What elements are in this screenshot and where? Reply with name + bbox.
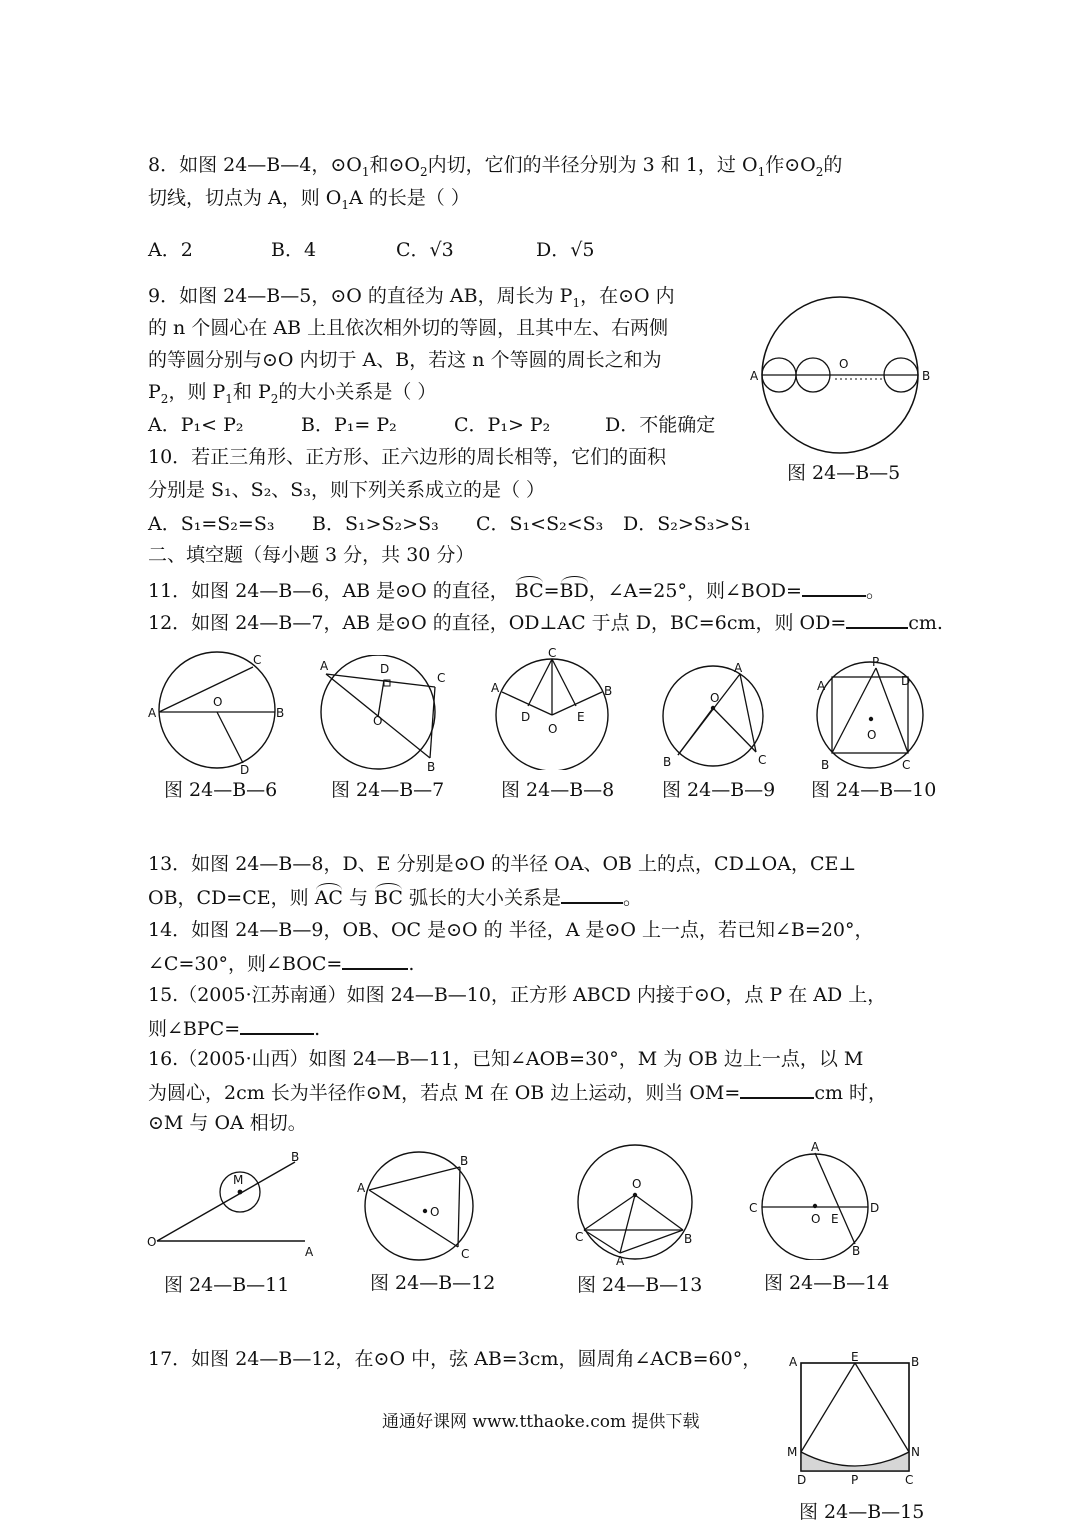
svg-text:D: D [797,1473,807,1487]
q13-line2: OB，CD=CE，则 AC 与 BC 弧长的大小关系是 。 [148,884,642,910]
q12-line: 12．如图 24—B—7，AB 是⊙O 的直径，OD⊥AC 于点 D，BC=6cm，则 OD= cm. [148,609,943,635]
q8-option-d: D．√5 [536,239,595,261]
caption-24-b-6: 图 24—B—6 [164,779,278,801]
q10-option-a: A．S₁=S₂=S₃ [148,513,275,535]
q8-option-b: B．4 [271,239,317,261]
figure-24-b-11 [145,1148,320,1263]
svg-text:P: P [872,655,880,669]
svg-text:A: A [320,659,329,673]
svg-text:C: C [902,758,911,772]
svg-text:O: O [632,1177,642,1191]
svg-text:C: C [905,1473,914,1487]
svg-text:C: C [749,1201,758,1215]
svg-text:B: B [460,1154,469,1168]
svg-text:B: B [427,760,436,774]
q15-line2: 则∠BPC= . [148,1015,320,1041]
svg-text:M: M [233,1173,244,1187]
svg-text:O: O [430,1205,440,1219]
svg-text:A: A [491,681,500,695]
q10-line2: 分别是 S₁、S₂、S₃，则下列关系成立的是（ ） [148,479,545,501]
footer-credit: 通通好课网 www.tthaoke.com 提供下载 [382,1412,700,1432]
q9-option-b: B．P₁= P₂ [301,414,397,436]
svg-text:C: C [437,671,446,685]
figure-24-b-12 [355,1150,490,1265]
caption-24-b-15: 图 24—B—15 [799,1501,925,1523]
q8-option-c: C．√3 [396,239,454,261]
figure-24-b-6 [145,650,295,775]
q9-option-d: D．不能确定 [605,414,716,436]
svg-text:B: B [604,684,613,698]
svg-text:B: B [852,1244,861,1258]
q10-option-c: C．S₁<S₂<S₃ [476,513,604,535]
svg-text:A: A [811,1140,820,1154]
q10-option-b: B．S₁>S₂>S₃ [312,513,439,535]
svg-text:D: D [870,1201,880,1215]
caption-24-b-5: 图 24—B—5 [787,462,901,484]
q14-line2: ∠C=30°，则∠BOC= . [148,950,414,976]
caption-24-b-10: 图 24—B—10 [811,779,937,801]
q9-line2: 的 n 个圆心在 AB 上且依次相外切的等圆，且其中左、右两侧 [148,317,669,339]
figure-24-b-8 [488,645,618,770]
caption-24-b-14: 图 24—B—14 [764,1272,890,1294]
svg-text:O: O [548,722,558,736]
q17-line1: 17．如图 24—B—12，在⊙O 中，弦 AB=3cm，圆周角∠ACB=60°， [148,1348,762,1370]
svg-text:A: A [750,369,759,383]
svg-text:D: D [380,662,390,676]
caption-24-b-11: 图 24—B—11 [164,1274,290,1296]
q16-line2: 为圆心，2cm 长为半径作⊙M，若点 M 在 OB 边上运动，则当 OM= cm 时， [148,1079,887,1105]
q10-options [148,512,751,536]
svg-text:A: A [616,1254,625,1265]
q13-line1: 13．如图 24—B—8，D、E 分别是⊙O 的半径 OA、OB 上的点，CD⊥OA，CE⊥ [148,853,857,875]
caption-24-b-7: 图 24—B—7 [331,779,445,801]
svg-text:N: N [911,1445,920,1459]
svg-text:E: E [851,1350,859,1364]
q8-line2: 切线，切点为 A，则 $O_1A$ 的长是（ ） [148,187,470,212]
caption-24-b-9: 图 24—B—9 [662,779,776,801]
q9-option-c: C．P₁> P₂ [454,414,551,436]
figure-24-b-5 [745,295,945,465]
svg-text:O: O [839,357,849,371]
q10-line1: 10．若正三角形、正方形、正六边形的周长相等，它们的面积 [148,446,667,468]
svg-text:E: E [831,1212,839,1226]
svg-text:B: B [684,1232,693,1246]
svg-text:C: C [253,653,262,667]
q16-line1: 16.（2005·山西）如图 24—B—11，已知∠AOB=30°，M 为 OB 边上一点，以 M [148,1048,864,1070]
q9-line4: $P_2$，则 $P_1$和 $P_2$的大小关系是（ ） [148,381,437,406]
svg-text:O: O [373,714,383,728]
svg-text:A: A [148,706,157,720]
svg-text:M: M [787,1445,798,1459]
svg-text:A: A [817,679,826,693]
caption-24-b-12: 图 24—B—12 [370,1272,496,1294]
q11-line: 11．如图 24—B—6，AB 是⊙O 的直径， BC=BD，∠A=25°，则∠BOD= 。 [148,577,885,603]
svg-text:O: O [213,695,223,709]
figure-24-b-13 [570,1140,705,1265]
svg-text:A: A [789,1355,798,1369]
q9-line3: 的等圆分别与⊙O 内切于 A、B，若这 n 个等圆的周长之和为 [148,349,662,371]
svg-text:B: B [276,706,285,720]
svg-text:B: B [911,1355,920,1369]
svg-text:A: A [734,661,743,675]
q15-line1: 15.（2005·江苏南通）如图 24—B—10，正方形 ABCD 内接于⊙O，点 P 在 AD 上， [148,984,887,1006]
q8-option-a: A．2 [148,239,193,261]
svg-text:A: A [357,1181,366,1195]
section-fill-blank-heading: 二、填空题（每小题 3 分，共 30 分） [148,544,475,566]
svg-text:O: O [811,1212,821,1226]
svg-text:B: B [663,755,672,769]
svg-text:D: D [240,763,250,775]
svg-text:D: D [521,710,531,724]
svg-text:B: B [291,1150,300,1164]
svg-text:A: A [305,1245,314,1259]
q8-line1: 8．如图 24—B—4，$⊙O_1$和$⊙O_2$内切，它们的半径分别为 3 和 1，过 $O_1$作$⊙O_2$的 [148,154,843,179]
svg-text:C: C [461,1247,470,1261]
figure-24-b-7 [318,655,453,775]
svg-text:O: O [710,691,720,705]
caption-24-b-13: 图 24—B—13 [577,1274,703,1296]
q14-line1: 14．如图 24—B—9，OB、OC 是⊙O 的 半径，A 是⊙O 上一点，若已知∠B=20°， [148,919,874,941]
q9-line1: 9．如图 24—B—5，⊙O 的直径为 AB，周长为 $P_1$，在⊙O 内 [148,285,675,310]
q8-options [148,238,594,262]
q10-option-d: D．S₂>S₃>S₁ [623,513,751,535]
caption-24-b-8: 图 24—B—8 [501,779,615,801]
figure-24-b-9 [660,660,775,775]
figure-24-b-10 [813,655,933,775]
svg-text:E: E [577,710,585,724]
svg-text:C: C [758,753,767,767]
q9-options [148,413,715,437]
svg-text:C: C [575,1230,584,1244]
q16-line3: ⊙M 与 OA 相切。 [148,1112,307,1134]
q9-option-a: A．P₁< P₂ [148,414,244,436]
figure-24-b-14 [745,1140,885,1260]
svg-text:P: P [851,1473,859,1487]
svg-text:O: O [867,728,877,742]
svg-text:B: B [922,369,931,383]
svg-text:D: D [901,674,911,688]
svg-text:O: O [147,1235,157,1249]
svg-text:C: C [548,646,557,660]
figure-24-b-15 [785,1350,925,1490]
svg-text:B: B [821,758,830,772]
